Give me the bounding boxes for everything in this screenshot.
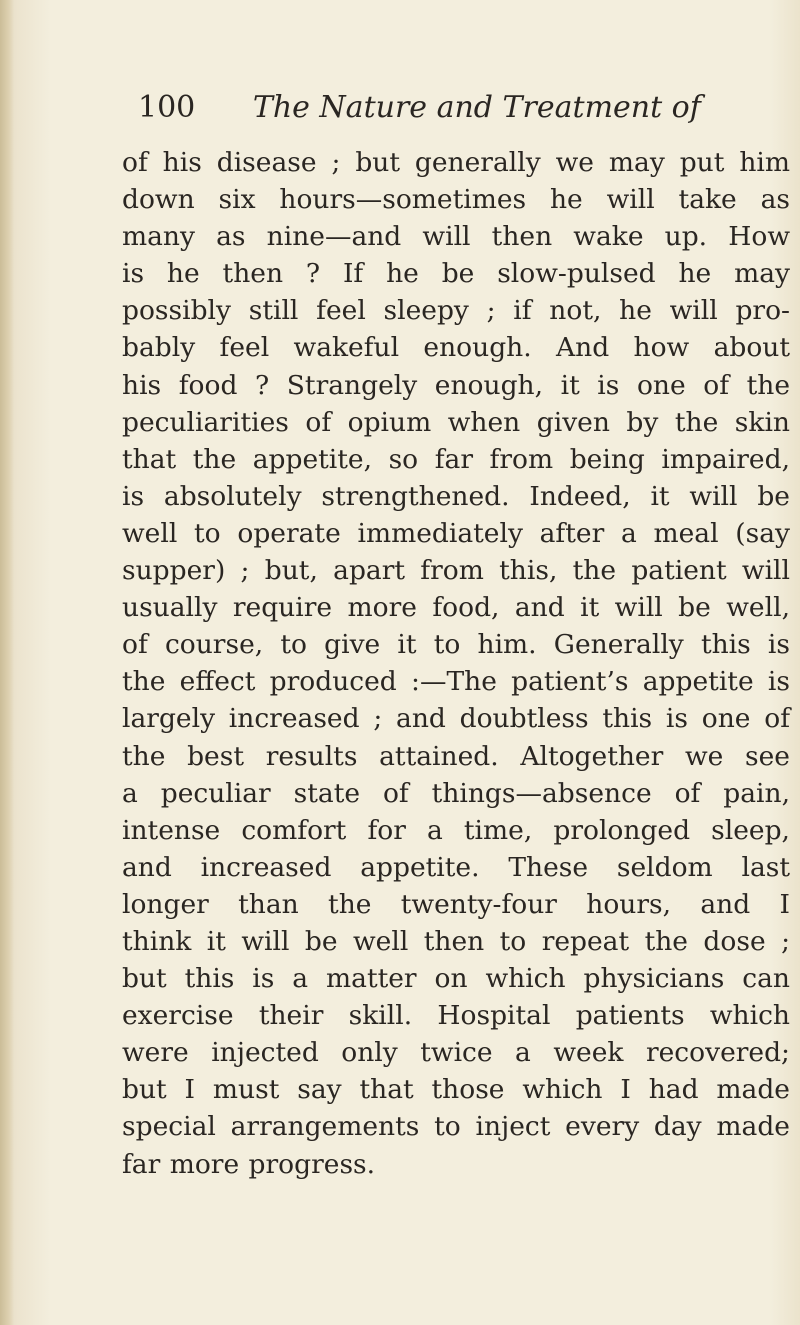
text-line: think it will be well then to repeat the dose ; <box>122 925 790 957</box>
text-line: were injected only twice a week recovered; <box>122 1037 790 1069</box>
text-line: exercise their skill. Hospital patients which <box>122 1000 790 1032</box>
text-line: a peculiar state of things—absence of pain, <box>122 777 790 809</box>
text-line: special arrangements to inject every day made <box>122 1111 790 1143</box>
text-line: his food ? Strangely enough, it is one of the <box>122 369 790 401</box>
text-line: well to operate immediately after a meal (say <box>122 517 790 549</box>
text-line: and increased appetite. These seldom last <box>122 851 790 883</box>
text-line: many as nine—and will then wake up. How <box>122 221 790 253</box>
text-line: intense comfort for a time, prolonged sleep, <box>122 814 790 846</box>
text-line: but this is a matter on which physicians can <box>122 963 790 995</box>
text-line: far more progress. <box>122 1148 376 1180</box>
text-line: possibly still feel sleepy ; if not, he will pro- <box>122 295 790 327</box>
text-line: bably feel wakeful enough. And how about <box>122 332 790 364</box>
text-line: down six hours—sometimes he will take as <box>122 184 790 216</box>
running-title: The Nature and Treatment of <box>252 90 701 125</box>
text-line: usually require more food, and it will be well, <box>122 592 790 624</box>
text-line: peculiarities of opium when given by the skin <box>122 406 790 438</box>
text-line: but I must say that those which I had made <box>122 1074 790 1106</box>
text-line: supper) ; but, apart from this, the patient will <box>122 555 790 587</box>
text-line: of course, to give it to him. Generally this is <box>122 629 790 661</box>
body-text <box>122 144 790 1183</box>
page-binding-edge <box>0 0 14 1325</box>
text-line: the effect produced :—The patient’s appetite is <box>122 666 790 698</box>
text-line: is he then ? If he be slow-pulsed he may <box>122 258 790 290</box>
text-line: is absolutely strengthened. Indeed, it will be <box>122 480 790 512</box>
text-line: of his disease ; but generally we may put him <box>122 147 790 178</box>
text-line: largely increased ; and doubtless this is one of <box>122 703 790 735</box>
text-line: longer than the twenty-four hours, and I <box>122 888 790 920</box>
running-head <box>138 86 701 130</box>
page-number: 100 <box>138 90 196 125</box>
text-line: the best results attained. Altogether we see <box>122 740 790 772</box>
text-line: that the appetite, so far from being impaired, <box>122 443 790 475</box>
